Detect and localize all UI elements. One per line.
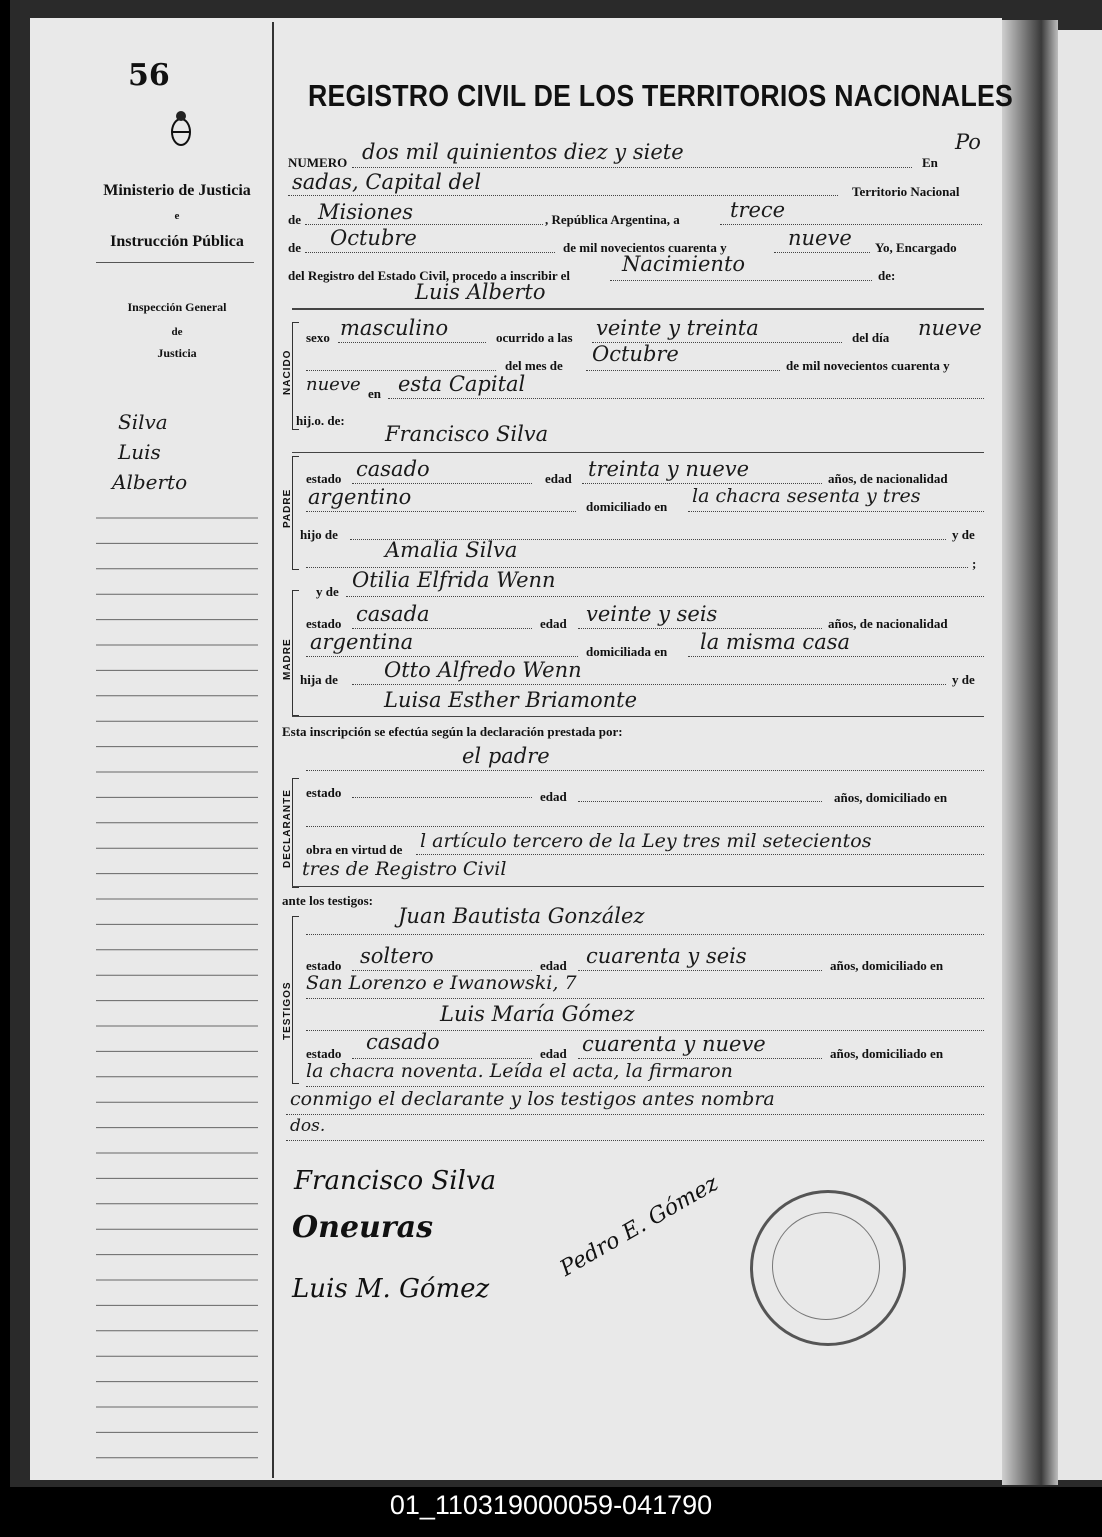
- inspection-line2: de: [171, 326, 183, 338]
- madre-brace: [292, 590, 299, 716]
- padre-nacionalidad-value: argentino: [308, 485, 412, 509]
- obra-line: [416, 854, 984, 855]
- testigo2-domicilio: la chacra noventa. Leída el acta, la firmaron: [306, 1060, 733, 1082]
- ministry-line1: Ministerio de Justicia: [103, 182, 251, 199]
- padre-edad-value: treinta y nueve: [588, 457, 750, 481]
- territorio-line: [305, 224, 543, 225]
- document-id-footer: 01_110319000059-041790: [389, 1490, 713, 1520]
- nacido-side-label: NACIDO: [282, 349, 293, 395]
- madre-nacionalidad-value: argentina: [310, 630, 414, 654]
- mes-line: [305, 252, 555, 253]
- signature-padre: Francisco Silva: [294, 1166, 497, 1196]
- madre-nacionalidad-line: [306, 656, 578, 657]
- madre-yde-label: y de: [316, 584, 339, 599]
- declarante-edad-line: [578, 801, 822, 802]
- cierre-text2: dos.: [290, 1116, 326, 1136]
- padre-semicolon: ;: [972, 556, 977, 571]
- padre-hijo-de-label: hijo de: [300, 527, 338, 542]
- dia-value: trece: [730, 198, 786, 222]
- anio-line: [774, 252, 870, 253]
- ministry-rule: [96, 262, 254, 263]
- declarante-side-label: DECLARANTE: [282, 789, 293, 868]
- sexo-line: [338, 342, 486, 343]
- inspection-line3: Justicia: [157, 346, 197, 360]
- nacido-mes-label: del mes de: [505, 358, 563, 373]
- nacido-anio-value: nueve: [306, 374, 361, 395]
- padre-nombre-value: Francisco Silva: [385, 422, 549, 446]
- padre-edad-label: edad: [545, 471, 572, 486]
- madre-domicilio-label: domiciliada en: [586, 644, 668, 659]
- declarante-estado-label: estado: [306, 785, 342, 800]
- madre-nac-label: años, de nacionalidad: [828, 616, 948, 631]
- testigo2-edad: cuarenta y nueve: [582, 1032, 766, 1056]
- padre-estado-line: [352, 483, 532, 484]
- separator-top: [292, 308, 984, 310]
- padre-estado-value: casado: [356, 457, 430, 481]
- lugar-line: [388, 398, 984, 399]
- padre-nacionalidad-line: [306, 511, 576, 512]
- declarante-estado-line: [352, 797, 532, 798]
- registro-label: del Registro del Estado Civil, procedo a inscribir el: [288, 268, 571, 283]
- territorio-label: Territorio Nacional: [852, 184, 960, 199]
- inspection-line1: Inspección General: [127, 300, 227, 314]
- obra-label: obra en virtud de: [306, 842, 403, 857]
- de3-label: de:: [878, 268, 896, 283]
- testigo1-domicilio: San Lorenzo e Iwanowski, 7: [306, 972, 577, 994]
- testigo2-estado: casado: [366, 1030, 440, 1054]
- padre-estado-label: estado: [306, 471, 342, 486]
- ministry-line3: Instrucción Pública: [110, 233, 244, 250]
- ministry-line2: e: [174, 210, 180, 222]
- coat-of-arms-icon: [170, 108, 192, 148]
- padre-domicilio-line: [688, 511, 984, 512]
- right-page-edge: [1058, 30, 1102, 1480]
- testigos-side-label: TESTIGOS: [282, 981, 293, 1040]
- madre-estado-value: casada: [356, 602, 430, 626]
- sexo-value: masculino: [340, 316, 449, 340]
- declarante-anos-label: años, domiciliado en: [834, 790, 948, 805]
- madre-edad-value: veinte y seis: [586, 602, 718, 626]
- republica-label: , República Argentina, a: [545, 212, 680, 227]
- separator-madre: [292, 716, 984, 717]
- obra-value2: tres de Registro Civil: [302, 858, 507, 880]
- testigo1-edad: cuarenta y seis: [586, 944, 747, 968]
- testigo2-estado-label: estado: [306, 1046, 342, 1061]
- testigo1-anos-label: años, domiciliado en: [830, 958, 944, 973]
- testigo2-nombre: Luis María Gómez: [440, 1002, 635, 1026]
- dia-label: del día: [852, 330, 890, 345]
- testigo1-estado-label: estado: [306, 958, 342, 973]
- separator-padre: [292, 452, 984, 453]
- dia-line: [720, 224, 982, 225]
- cierre-text1: conmigo el declarante y los testigos antes nombra: [290, 1088, 775, 1110]
- madre-yde2-label: y de: [952, 672, 975, 687]
- testigo1-estado: soltero: [360, 944, 434, 968]
- acto-line: [610, 280, 872, 281]
- madre-edad-label: edad: [540, 616, 567, 631]
- padre-side-label: PADRE: [282, 488, 293, 528]
- signature-oficial: Pedro E. Gómez: [556, 1170, 723, 1282]
- madre-edad-line: [578, 628, 822, 629]
- en-value: Po: [955, 130, 981, 154]
- nacido-anio-label: de mil novecientos cuarenta y: [786, 358, 950, 373]
- declarante-nombre-line: [306, 770, 984, 771]
- en-nacido-label: en: [368, 386, 381, 401]
- testigo2-domicilio-line: [306, 1086, 984, 1087]
- testigo1-nombre: Juan Bautista González: [398, 904, 645, 928]
- numero-value: dos mil quinientos diez y siete: [362, 140, 684, 164]
- cierre-line2: [286, 1140, 984, 1141]
- testigo2-edad-line: [578, 1058, 822, 1059]
- ante-label: ante los testigos:: [282, 893, 373, 908]
- nacido-mes-line: [586, 370, 780, 371]
- de2-label: de: [288, 240, 301, 255]
- en-label: En: [922, 155, 938, 170]
- madre-nombre-line: [346, 596, 984, 597]
- anio-value: nueve: [788, 226, 852, 250]
- testigo2-estado-line: [352, 1058, 532, 1059]
- nacido-mes-value: Octubre: [592, 342, 679, 366]
- madre-hija-de-line: [352, 684, 946, 685]
- margin-note-name2: Alberto: [112, 470, 188, 494]
- obra-value1: l artículo tercero de la Ley tres mil setecientos: [420, 830, 872, 852]
- signature-testigo2: Luis M. Gómez: [292, 1274, 490, 1304]
- testigo1-edad-label: edad: [540, 958, 567, 973]
- ocurrido-label: ocurrido a las: [496, 330, 573, 345]
- declarante-domicilio-line: [306, 826, 984, 827]
- padre-nac-label: años, de nacionalidad: [828, 471, 948, 486]
- anio-label: de mil novecientos cuarenta y: [563, 240, 727, 255]
- yo-label: Yo, Encargado: [875, 240, 957, 255]
- abuelo-materno-value: Otto Alfredo Wenn: [384, 658, 582, 682]
- abuela-paterna-value: Amalia Silva: [385, 538, 518, 562]
- margin-note-name1: Luis: [118, 440, 161, 464]
- madre-estado-line: [352, 628, 532, 629]
- official-seal-inner-ring: [772, 1212, 880, 1320]
- cierre-line1: [286, 1114, 984, 1115]
- mes-pre-line: [306, 370, 496, 371]
- page-title: REGISTRO CIVIL DE LOS TERRITORIOS NACIONALES: [308, 78, 1014, 113]
- testigo1-edad-line: [578, 970, 822, 971]
- testigo2-edad-label: edad: [540, 1046, 567, 1061]
- declaracion-label: Esta inscripción se efectúa según la declaración prestada por:: [282, 724, 623, 739]
- mes-value: Octubre: [330, 226, 417, 250]
- separator-declarante: [292, 886, 984, 887]
- margin-note-surname: Silva: [118, 410, 168, 434]
- signature-testigo1: Oneuras: [292, 1210, 433, 1245]
- testigo1-domicilio-line: [306, 998, 984, 999]
- acto-value: Nacimiento: [622, 252, 746, 276]
- padre-domicilio-label: domiciliado en: [586, 499, 668, 514]
- abuela-materna-value: Luisa Esther Briamonte: [384, 688, 638, 712]
- madre-domicilio-value: la misma casa: [700, 630, 851, 654]
- declaracion-value: el padre: [462, 744, 550, 768]
- numero-line: [352, 167, 912, 168]
- hora-value: veinte y treinta: [596, 316, 759, 340]
- padre-edad-line: [582, 483, 822, 484]
- madre-domicilio-line: [688, 656, 984, 657]
- hijo-label: hij.o. de:: [296, 413, 345, 428]
- madre-hija-de-label: hija de: [300, 672, 338, 687]
- numero-label: NUMERO: [288, 155, 348, 170]
- padre-domicilio-value: la chacra sesenta y tres: [692, 485, 921, 507]
- declarante-brace: [292, 778, 299, 888]
- book-gutter: [1002, 20, 1058, 1485]
- testigo2-anos-label: años, domiciliado en: [830, 1046, 944, 1061]
- territorio-value: Misiones: [318, 200, 414, 224]
- sexo-label: sexo: [306, 330, 330, 345]
- margin-divider: [272, 22, 274, 1478]
- testigo1-estado-line: [352, 970, 532, 971]
- madre-side-label: MADRE: [282, 638, 293, 680]
- nacido-dia-value: nueve: [918, 316, 982, 340]
- de-label: de: [288, 212, 301, 227]
- page-number: 56: [128, 58, 170, 93]
- testigos-brace: [292, 916, 299, 1084]
- madre-estado-label: estado: [306, 616, 342, 631]
- padre-brace: [292, 456, 299, 570]
- place-value: sadas, Capital del: [292, 170, 482, 194]
- declarante-edad-label: edad: [540, 789, 567, 804]
- testigo1-nombre-line: [306, 934, 984, 935]
- place-line: [288, 195, 838, 196]
- lugar-value: esta Capital: [398, 372, 526, 396]
- nombre-value: Luis Alberto: [415, 280, 546, 304]
- madre-nombre-value: Otilia Elfrida Wenn: [352, 568, 556, 592]
- padre-yde-label: y de: [952, 527, 975, 542]
